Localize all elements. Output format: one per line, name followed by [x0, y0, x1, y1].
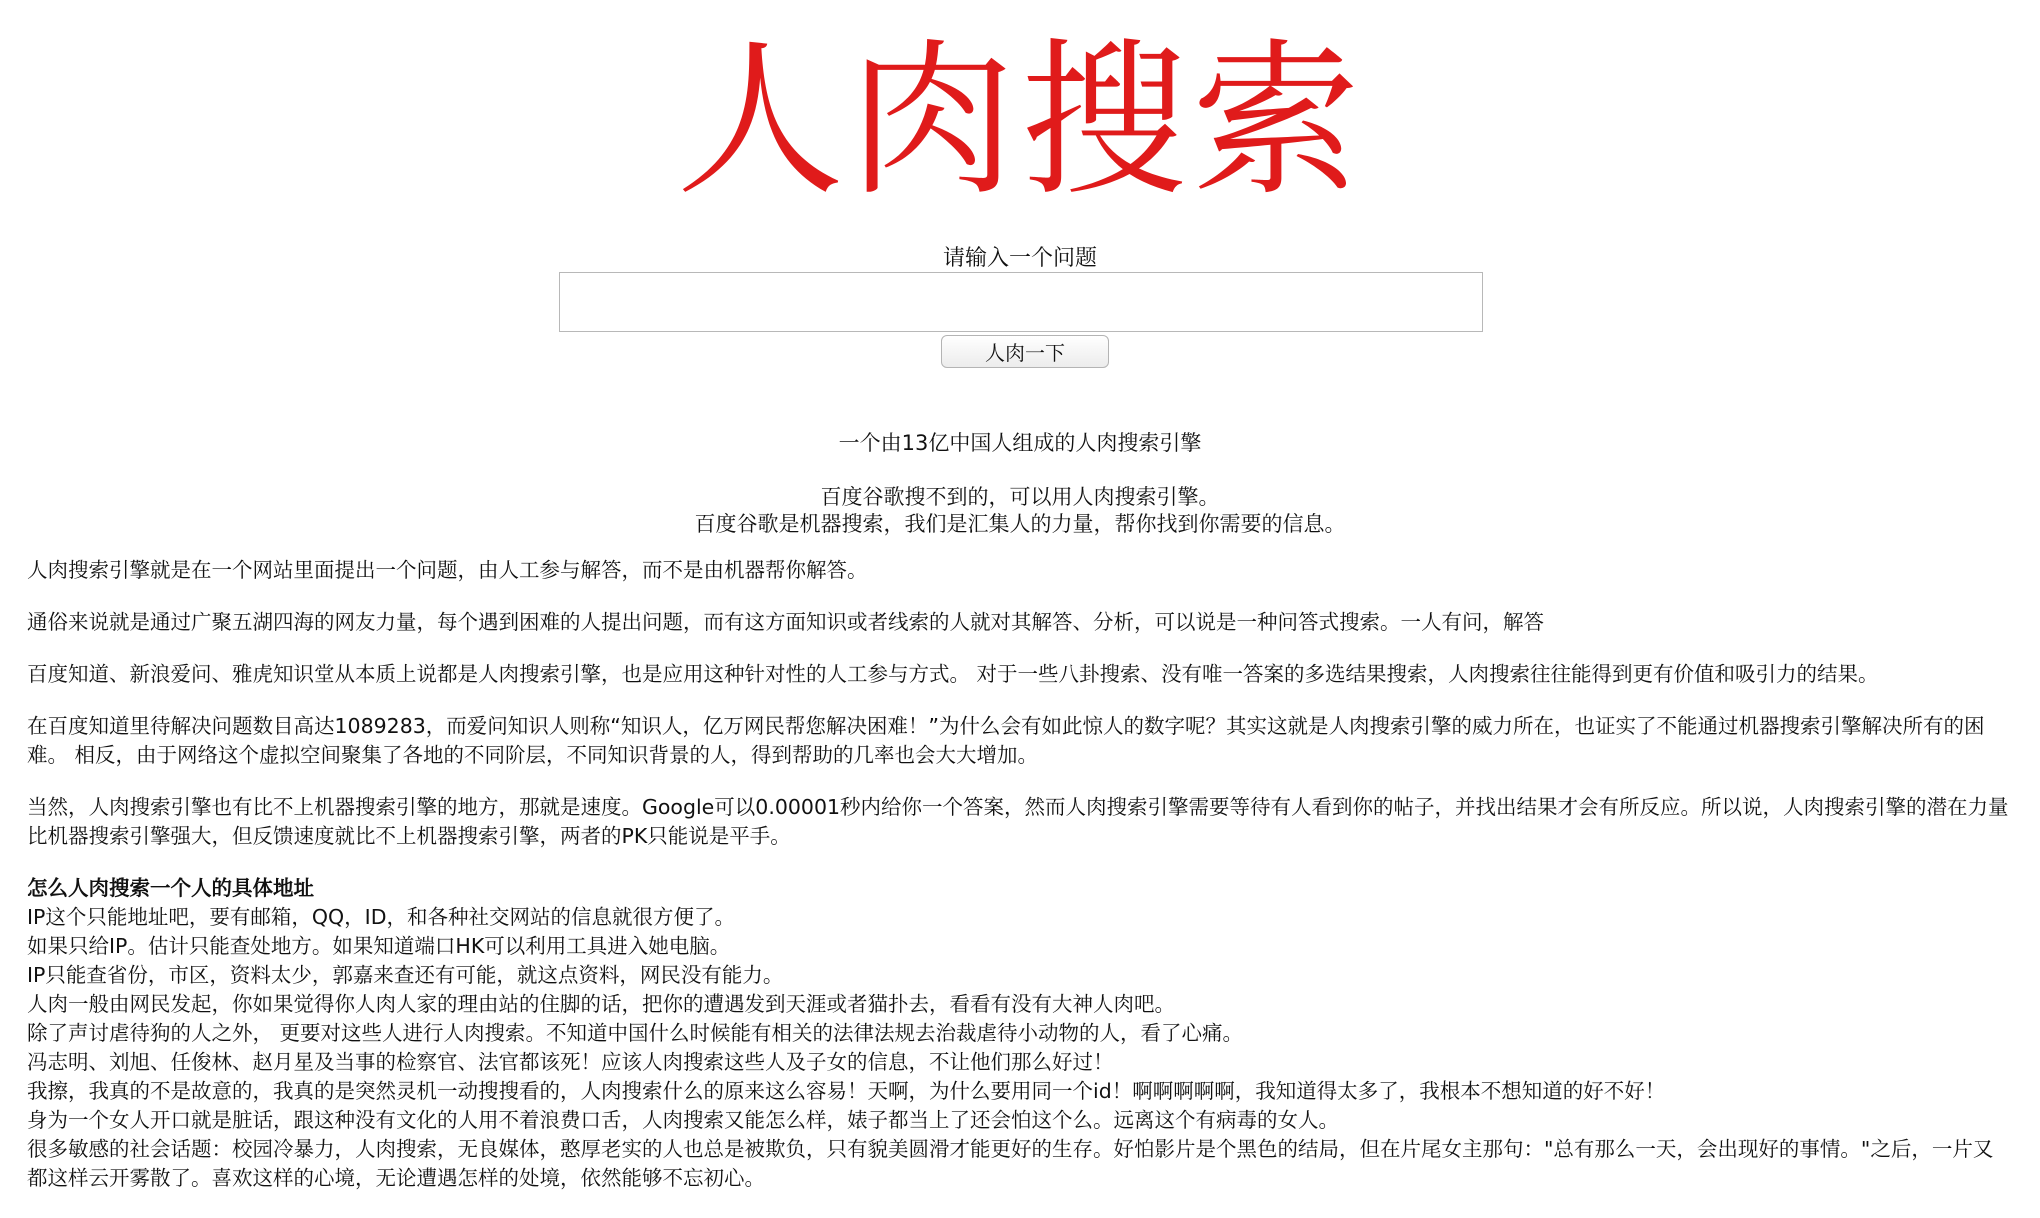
paragraph: 在百度知道里待解决问题数目高达1089283，而爱问知识人则称“知识人，亿万网民帮您解决困难！”为什么会有如此惊人的数字呢？其实这就是人肉搜索引擎的威力所在，也证实了不能通过机器搜索引擎解决所有的困难。 相反，由于网络这个虚拟空间聚集了各地的不同阶层，不同知识背景的人，得到帮助的几率也会大大增加。 [27, 714, 1985, 767]
paragraph: 通俗来说就是通过广聚五湖四海的网友力量，每个遇到困难的人提出问题，而有这方面知识或者线索的人就对其解答、分析，可以说是一种问答式搜索。一人有问，解答 [27, 610, 1544, 634]
list-item: 除了声讨虐待狗的人之外， 更要对这些人进行人肉搜索。不知道中国什么时候能有相关的法律法规去治裁虐待小动物的人，看了心痛。 [27, 1021, 1244, 1045]
list-item: 人肉一般由网民发起，你如果觉得你人肉人家的理由站的住脚的话，把你的遭遇发到天涯或者猫扑去，看看有没有大神人肉吧。 [27, 992, 1175, 1016]
list-item: 冯志明、刘旭、任俊林、赵月星及当事的检察官、法官都该死！应该人肉搜索这些人及子女的信息，不让他们那么好过！ [27, 1050, 1114, 1074]
list-item: 身为一个女人开口就是脏话，跟这种没有文化的人用不着浪费口舌，人肉搜索又能怎么样，婊子都当上了还会怕这个么。远离这个有病毒的女人。 [27, 1108, 1339, 1132]
intro-line-2: 百度谷歌是机器搜索，我们是汇集人的力量，帮你找到你需要的信息。 [694, 512, 1346, 536]
paragraph: 当然，人肉搜索引擎也有比不上机器搜索引擎的地方，那就是速度。Google可以0.00001秒内给你一个答案，然而人肉搜索引擎需要等待有人看到你的帖子，并找出结果才会有所反应。所以说，人肉搜索引擎的潜在力量比机器搜索引擎强大，但反馈速度就比不上机器搜索引擎，两者的PK只能说是平手。 [27, 795, 2009, 848]
paragraph: 人肉搜索引擎就是在一个网站里面提出一个问题，由人工参与解答，而不是由机器帮你解答。 [27, 558, 868, 582]
article-body [27, 556, 2013, 1193]
list-item: 很多敏感的社会话题：校园冷暴力，人肉搜索，无良媒体，憨厚老实的人也总是被欺负，只有貌美圆滑才能更好的生存。好怕影片是个黑色的结局，但在片尾女主那句："总有那么一天，会出现好的事情。"之后，一片又都这样云开雾散了。喜欢这样的心境，无论遭遇怎样的处境，依然能够不忘初心。 [27, 1137, 1994, 1190]
list-item: 如果只给IP。估计只能查处地方。如果知道端口HK可以利用工具进入她电脑。 [27, 934, 731, 958]
list-item: 我擦，我真的不是故意的，我真的是突然灵机一动搜搜看的，人肉搜索什么的原来这么容易！天啊，为什么要用同一个id！啊啊啊啊啊，我知道得太多了，我根本不想知道的好不好！ [27, 1079, 1666, 1103]
search-button[interactable]: 人肉一下 [941, 335, 1109, 368]
section-heading: 怎么人肉搜索一个人的具体地址 [27, 876, 314, 900]
tagline: 一个由13亿中国人组成的人肉搜索引擎 [838, 431, 1202, 455]
list-item: IP只能查省份，市区，资料太少，郭嘉来查还有可能，就这点资料，网民没有能力。 [27, 963, 784, 987]
site-logo: 人肉搜索 [676, 23, 1364, 219]
search-prompt-label: 请输入一个问题 [942, 246, 1097, 271]
paragraph: 百度知道、新浪爱问、雅虎知识堂从本质上说都是人肉搜索引擎，也是应用这种针对性的人工参与方式。 对于一些八卦搜索、没有唯一答案的多选结果搜索，人肉搜索往往能得到更有价值和吸引力的结果。 [27, 662, 1879, 686]
search-input[interactable] [559, 272, 1483, 332]
list-item: IP这个只能地址吧，要有邮箱，QQ，ID，和各种社交网站的信息就很方便了。 [27, 905, 736, 929]
address-section [27, 874, 2013, 1193]
intro-line-1: 百度谷歌搜不到的，可以用人肉搜索引擎。 [820, 485, 1220, 509]
